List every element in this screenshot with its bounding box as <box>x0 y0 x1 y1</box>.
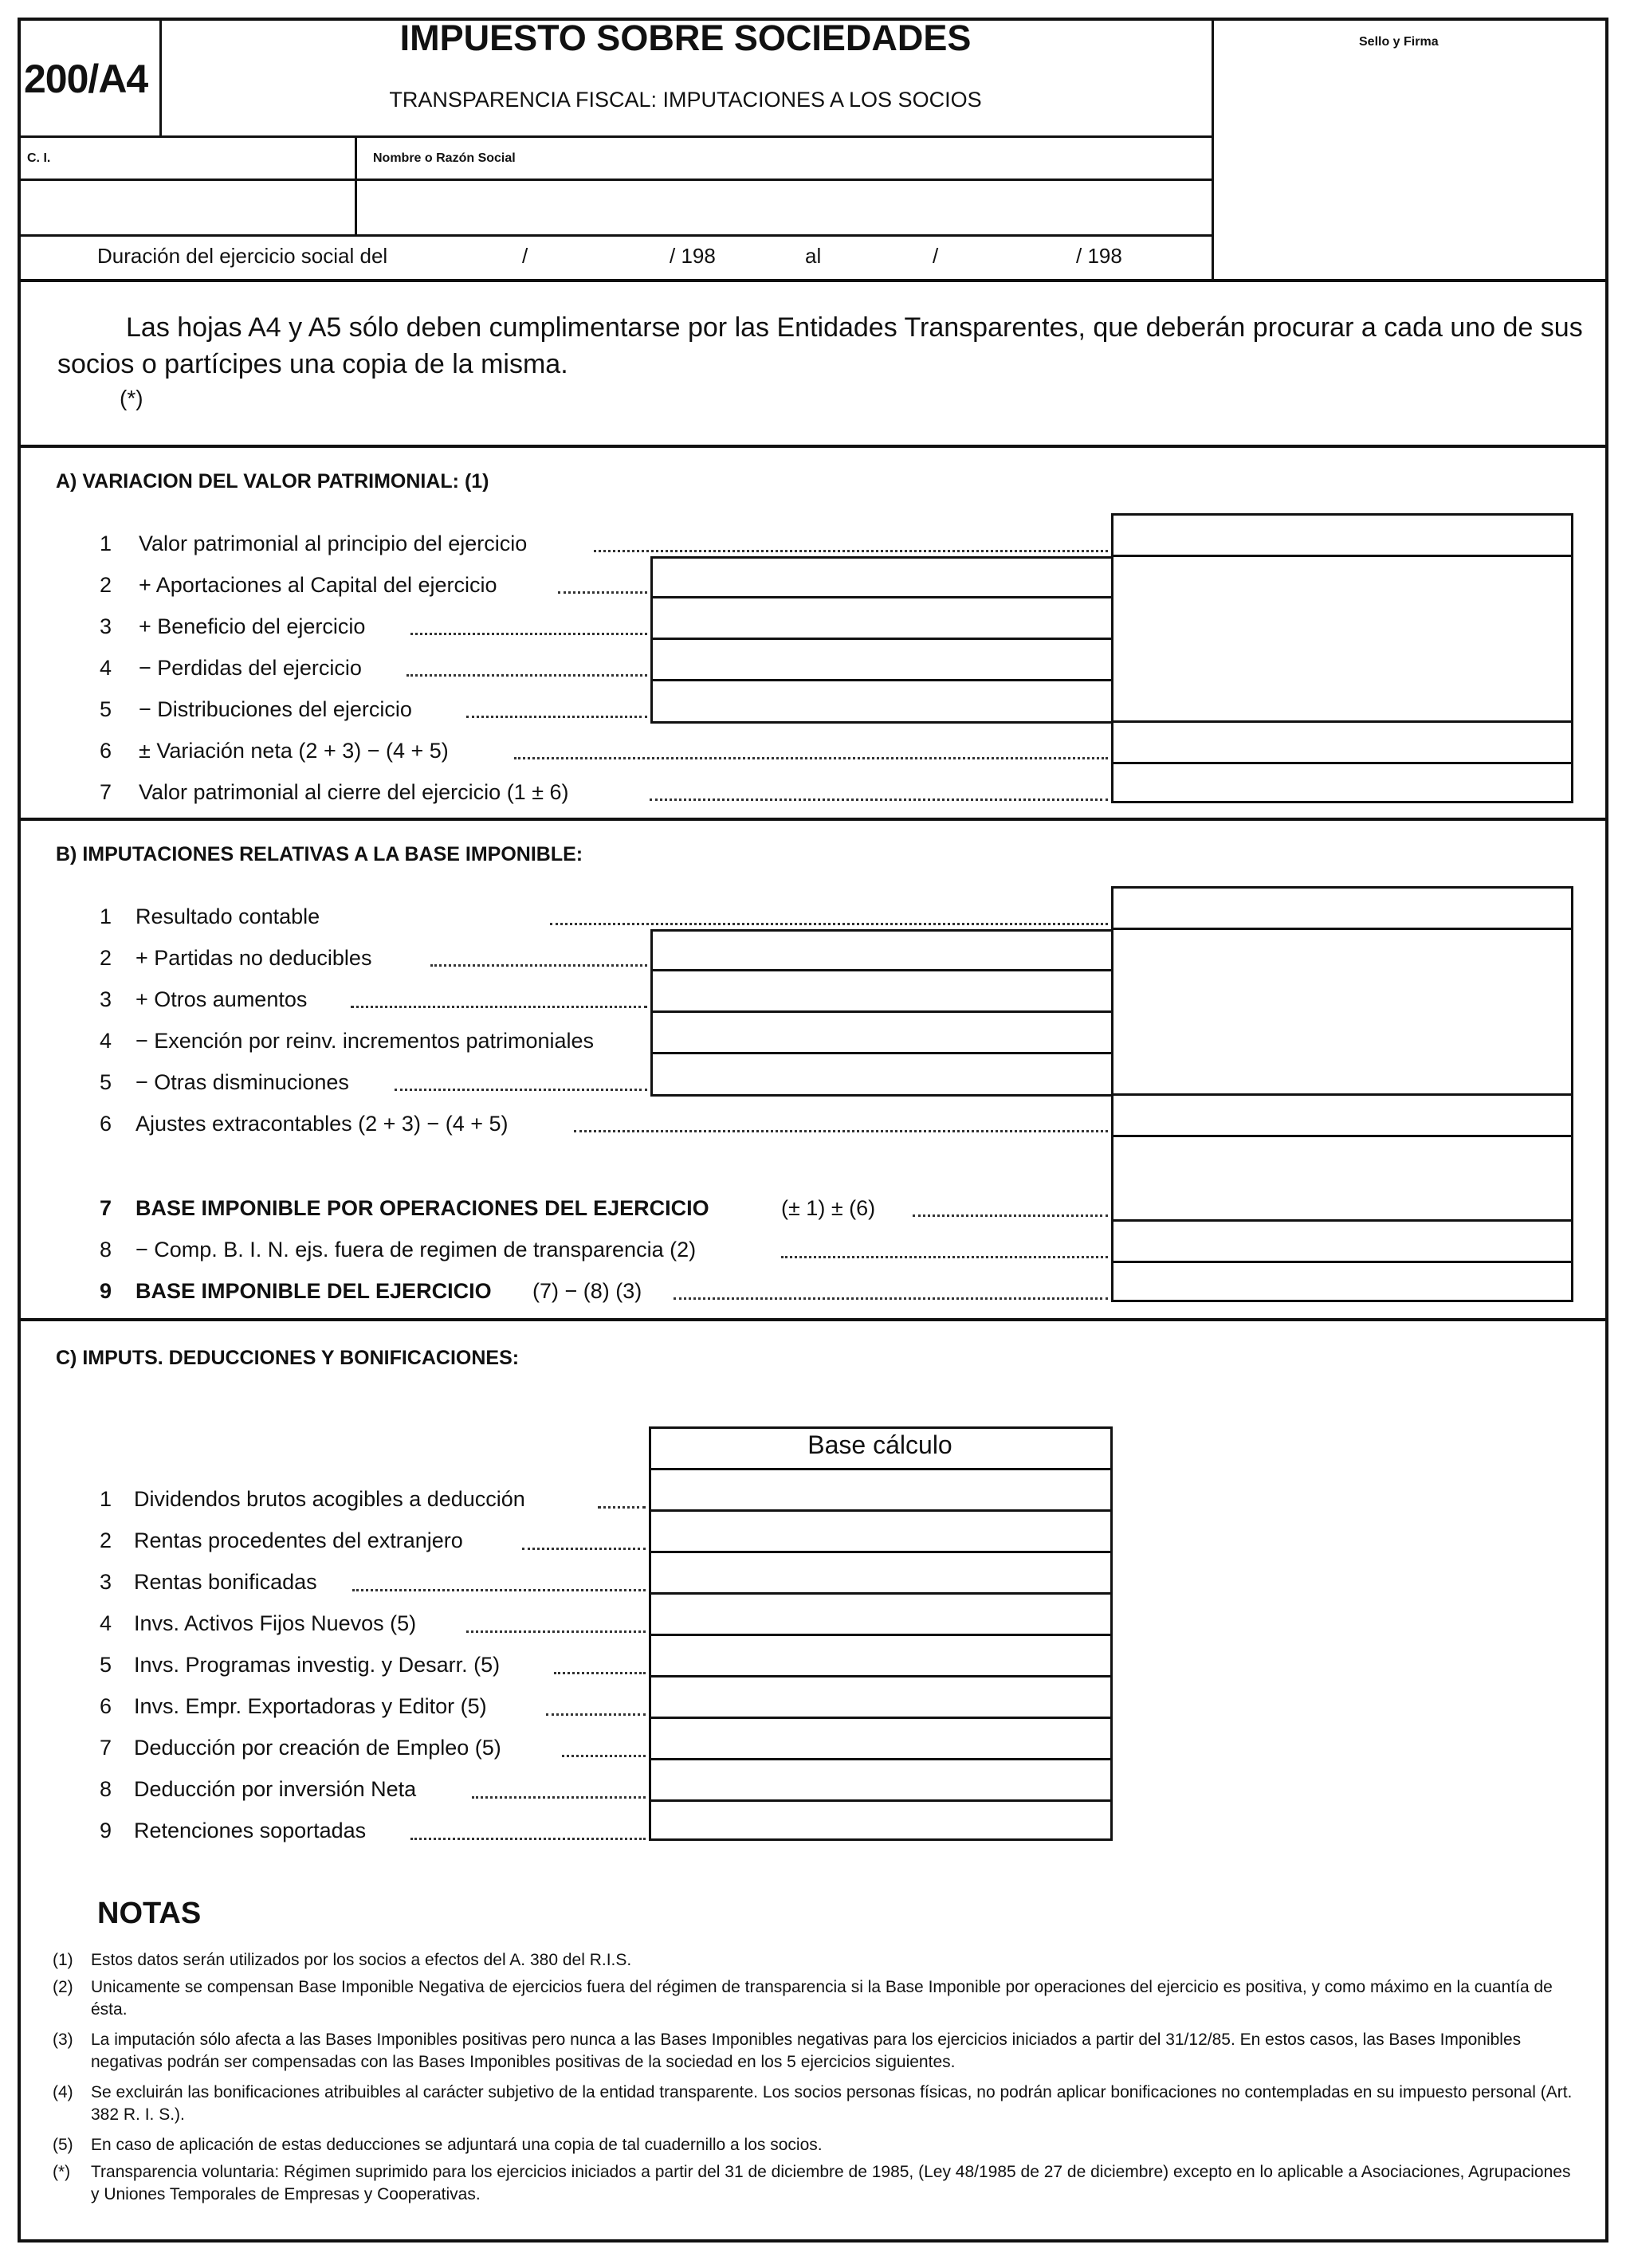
b-row-num: 9 <box>99 1279 112 1303</box>
c-row-label: Invs. Activos Fijos Nuevos (5) <box>134 1611 417 1635</box>
a-rule <box>1111 720 1573 723</box>
b-row-num: 6 <box>99 1112 112 1136</box>
b-row-num: 5 <box>99 1070 112 1094</box>
section-b-title: B) IMPUTACIONES RELATIVAS A LA BASE IMPONIBLE: <box>56 843 583 865</box>
header-rule <box>18 135 1213 138</box>
a-row-label: + Beneficio del ejercicio <box>139 614 366 638</box>
b-row-label: − Comp. B. I. N. ejs. fuera de regimen de transparencia (2) <box>136 1238 697 1262</box>
period-slash-1: / <box>522 244 528 268</box>
c-row-num: 5 <box>99 1653 112 1677</box>
b-row-num: 8 <box>99 1238 112 1262</box>
a-rule <box>1111 762 1573 764</box>
a-row-num: 5 <box>99 697 112 721</box>
period-to-label: al <box>805 244 822 268</box>
c-row-num: 6 <box>99 1694 112 1718</box>
b-row-label: − Exención por reinv. incrementos patrimoniales <box>136 1029 595 1053</box>
c-row-label: Invs. Programas investig. y Desarr. (5) <box>134 1653 501 1677</box>
stamp-divider <box>1212 18 1214 281</box>
period-rule <box>18 234 1213 237</box>
c-rule <box>649 1551 1113 1553</box>
page-subtitle: TRANSPARENCIA FISCAL: IMPUTACIONES A LOS SOCIOS <box>389 88 982 112</box>
c-row-label: Rentas procedentes del extranjero <box>134 1528 463 1552</box>
c-row-label: Deducción por inversión Neta <box>134 1777 417 1801</box>
c-rule <box>649 1799 1113 1802</box>
c-rule <box>649 1717 1113 1719</box>
b-row-num: 7 <box>99 1196 112 1220</box>
base-calculo-header: Base cálculo <box>807 1430 952 1459</box>
b-row-label: − Otras disminuciones <box>136 1070 349 1094</box>
intro-mark: (*) <box>120 386 143 410</box>
b-row-label: BASE IMPONIBLE DEL EJERCICIO <box>136 1279 492 1303</box>
intro-text <box>57 309 1588 383</box>
a-row-num: 1 <box>99 532 112 555</box>
a-rule <box>650 638 1113 640</box>
b-rule <box>650 969 1113 971</box>
intro-bottom-rule <box>18 445 1608 448</box>
period-label: Duración del ejercicio social del <box>97 244 388 268</box>
section-a-bottom-rule <box>18 818 1608 821</box>
header-bottom-rule <box>18 279 1608 282</box>
a-row-label: Valor patrimonial al principio del ejercicio <box>139 532 528 555</box>
b-rule <box>1111 1219 1573 1222</box>
b-rule <box>1111 928 1573 930</box>
c-row-label: Rentas bonificadas <box>134 1570 317 1594</box>
b-row-suffix: (± 1) ± (6) <box>781 1196 876 1220</box>
a-row-num: 4 <box>99 656 112 680</box>
c-rule <box>649 1592 1113 1595</box>
b-row-num: 1 <box>99 904 112 928</box>
c-row-label: Invs. Empr. Exportadoras y Editor (5) <box>134 1694 487 1718</box>
a-row-label: − Distribuciones del ejercicio <box>139 697 412 721</box>
b-rule <box>1111 1135 1573 1137</box>
c-rule <box>649 1468 1113 1470</box>
c-row-label: Dividendos brutos acogibles a deducción <box>134 1487 525 1511</box>
b-row-label: + Otros aumentos <box>136 987 308 1011</box>
intro-paragraph: Las hojas A4 y A5 sólo deben cumplimentarse por las Entidades Transparentes, que deberán procurar a cada uno de sus socios o partícipes una copia de la misma. <box>57 312 1583 379</box>
a-row-label: Valor patrimonial al cierre del ejercicio (1 ± 6) <box>139 780 569 804</box>
c-rule <box>649 1634 1113 1636</box>
b-row-suffix: (7) − (8) (3) <box>532 1279 642 1303</box>
c-row-num: 2 <box>99 1528 112 1552</box>
period-year-1: / 198 <box>670 244 716 268</box>
ci-label: C. I. <box>27 151 51 165</box>
section-b-bottom-rule <box>18 1318 1608 1321</box>
c-row-num: 8 <box>99 1777 112 1801</box>
ci-field[interactable] <box>22 183 352 233</box>
page-title: IMPUESTO SOBRE SOCIEDADES <box>399 18 972 58</box>
a-row-num: 3 <box>99 614 112 638</box>
b-rule <box>650 1010 1113 1013</box>
c-row-label: Retenciones soportadas <box>134 1819 367 1842</box>
section-b-mid-column <box>650 929 1113 1097</box>
c-row-num: 3 <box>99 1570 112 1594</box>
a-rule <box>1111 555 1573 557</box>
ci-divider <box>355 135 357 236</box>
c-row-num: 4 <box>99 1611 112 1635</box>
ci-rule <box>18 179 1213 181</box>
notes-title: NOTAS <box>97 1897 202 1930</box>
c-row-num: 1 <box>99 1487 112 1511</box>
section-a-mid-column <box>650 556 1113 724</box>
c-row-num: 7 <box>99 1736 112 1760</box>
b-row-label: BASE IMPONIBLE POR OPERACIONES DEL EJERCICIO <box>136 1196 709 1220</box>
b-row-label: Ajustes extracontables (2 + 3) − (4 + 5) <box>136 1112 509 1136</box>
a-rule <box>650 596 1113 598</box>
c-row-num: 9 <box>99 1819 112 1842</box>
c-rule <box>649 1509 1113 1512</box>
c-rule <box>649 1675 1113 1677</box>
a-row-num: 6 <box>99 739 112 763</box>
stamp-label: Sello y Firma <box>1359 35 1439 49</box>
form-code: 200/A4 <box>24 57 148 101</box>
b-row-num: 4 <box>99 1029 112 1053</box>
a-row-label: + Aportaciones al Capital del ejercicio <box>139 573 497 597</box>
b-rule <box>1111 1261 1573 1263</box>
b-rule <box>650 1052 1113 1054</box>
name-label: Nombre o Razón Social <box>373 151 516 165</box>
period-slash-2: / <box>933 244 939 268</box>
section-a-title: A) VARIACION DEL VALOR PATRIMONIAL: (1) <box>56 470 489 492</box>
b-row-num: 2 <box>99 946 112 970</box>
c-row-label: Deducción por creación de Empleo (5) <box>134 1736 501 1760</box>
a-rule <box>650 679 1113 681</box>
name-field[interactable] <box>359 183 1208 233</box>
section-c-title: C) IMPUTS. DEDUCCIONES Y BONIFICACIONES: <box>56 1347 520 1369</box>
a-row-num: 7 <box>99 780 112 804</box>
b-row-label: + Partidas no deducibles <box>136 946 372 970</box>
a-row-label: ± Variación neta (2 + 3) − (4 + 5) <box>139 739 449 763</box>
c-rule <box>649 1758 1113 1760</box>
b-row-label: Resultado contable <box>136 904 320 928</box>
period-year-2: / 198 <box>1076 244 1122 268</box>
a-row-label: − Perdidas del ejercicio <box>139 656 362 680</box>
b-rule <box>1111 1093 1573 1096</box>
a-row-num: 2 <box>99 573 112 597</box>
b-row-num: 3 <box>99 987 112 1011</box>
